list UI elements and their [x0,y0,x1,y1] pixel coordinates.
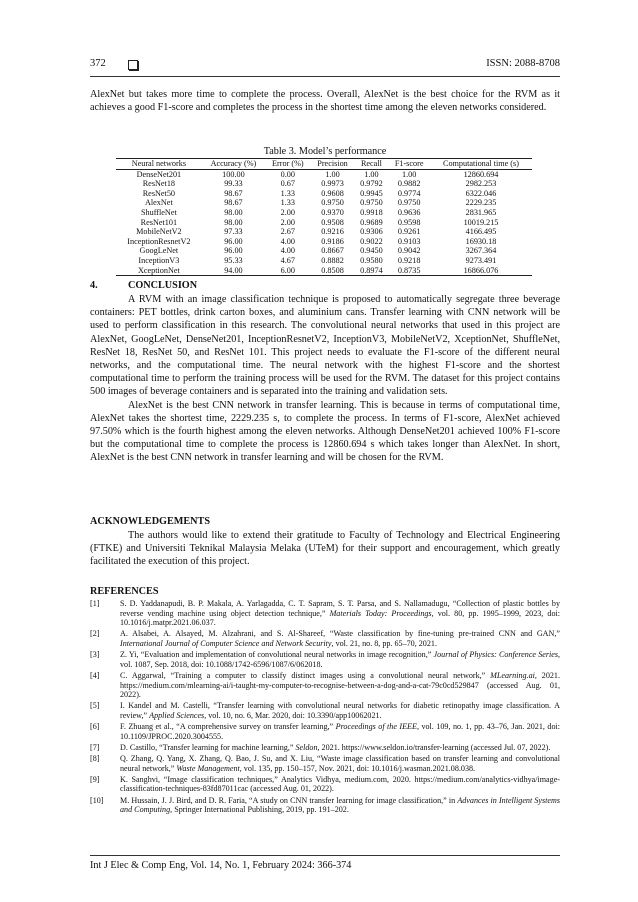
metric-cell: 99.33 [224,179,243,189]
metric-cell: 2229.235 [465,198,497,208]
column-header: Error (%) [265,159,310,170]
metric-cell: 16930.18 [465,236,497,246]
metric-cell: 0.9022 [360,236,383,246]
column-header: Precision [311,159,355,170]
metric-cell: 0.9042 [397,246,421,256]
network-name-cell: InceptionV3 [138,255,180,265]
metric-cell: 0.9261 [397,227,421,237]
intro-text: AlexNet but takes more time to complete the process. Overall, AlexNet is the best choice for the RVM as it achieves a good F1-score and completes the process in the shortest time among the eleven networks considered. [90,89,560,114]
metric-cell: 4.67 [280,255,295,265]
reference-venue: Waste Management [176,763,240,773]
table-row [116,169,532,179]
reference-text: M. Hussain, J. J. Bird, and D. R. Faria, “A study on CNN transfer learning for image classification,” in [120,795,458,805]
acknowledgements-body [90,529,560,569]
reference-text: I. Kandel and M. Castelli, “Transfer learning with convolutional neural networks for diabetic retinopathy image classification. A review,” [120,701,560,720]
column-header: Accuracy (%) [202,159,265,170]
reference-details: , vol. 135, pp. 150–157, Nov. 2021, doi: 10.1016/j.wasman.2021.08.038. [239,763,476,773]
metric-cell: 0.9882 [397,179,421,189]
metric-cell: 0.8974 [355,266,389,276]
metric-cell: 0.9750 [360,198,383,208]
reference-venue: Applied Sciences [149,710,205,720]
page-header [90,58,560,74]
reference-item [90,671,560,700]
metric-cell: 98.00 [224,207,243,217]
reference-number: [4] [90,670,100,680]
metric-cell: 2982.253 [465,179,497,189]
reference-item [90,796,560,815]
metric-cell: 0.9792 [360,179,383,189]
reference-number: [3] [90,650,100,660]
table-caption: Table 3. Model’s performance [263,146,387,157]
reference-list [90,599,560,816]
intro-paragraph [90,88,560,114]
metric-cell: 0.9103 [397,236,421,246]
metric-cell: 0.9750 [321,198,344,208]
metric-cell: 0.9945 [360,188,383,198]
reference-number: [1] [90,599,100,608]
column-header: Neural networks [116,159,202,170]
network-name-cell: InceptionResnetV2 [127,236,191,246]
reference-item [90,629,560,648]
reference-text: C. Aggarwal, “Training a computer to classify distinct images using a convolutional neural network,” [120,670,491,680]
metric-cell: 1.33 [280,188,295,198]
network-name-cell: AlexNet [144,198,173,208]
issn-label: ISSN: 2088-8708 [486,58,560,69]
reference-venue: Advances in Intelligent Systems and Computing [120,795,560,815]
metric-cell: 0.8508 [311,266,355,276]
page-number: 372 [90,58,106,69]
metric-cell: 0.9508 [321,217,344,227]
metric-cell: 0.00 [280,169,295,179]
metric-cell: 98.67 [224,188,243,198]
reference-text: S. D. Yaddanapudi, B. P. Makala, A. Yarlagadda, C. T. Sapram, S. T. Parsa, and S. Nallamadugu, “Collection of plastic bottles by reverse vending machine using object detection technique,” [120,599,560,618]
metric-cell: 1.00 [401,169,417,179]
table-row [116,189,532,199]
conclusion-body [90,293,560,465]
acknowledgements-heading: ACKNOWLEDGEMENTS [90,516,211,527]
metric-cell: 0.9750 [397,198,421,208]
metric-cell: 0.9186 [321,236,344,246]
footer-rule [90,855,560,856]
reference-number: [5] [90,701,100,711]
reference-venue: Materials Today: Proceedings [329,608,432,618]
reference-number: [10] [90,795,104,805]
reference-item [90,722,560,741]
metric-cell: 12860.694 [463,169,499,179]
network-name-cell: ResNet50 [142,188,176,198]
metric-cell: 2.67 [280,227,295,237]
reference-venue: Journal of Physics: Conference Series [433,650,558,660]
reference-number: [7] [90,742,100,752]
metric-cell: 0.9580 [360,255,383,265]
metric-cell: 16866.076 [430,266,532,276]
reference-venue: Proceedings of the IEEE [335,722,417,732]
metric-cell: 94.00 [202,266,265,276]
metric-cell: 0.9973 [321,179,344,189]
reference-text: Q. Zhang, Q. Yang, X. Zhang, Q. Bao, J. Su, and X. Liu, “Waste image classification based on transfer learning and convolutional neural network,” [120,754,560,773]
reference-details: , Springer International Publishing, 2019, pp. 191–202. [170,805,349,815]
network-name-cell: ResNet18 [142,179,176,189]
metric-cell: 0.9450 [360,246,383,256]
reference-details: , 2021. https://medium.com/mlearning-ai/i-taught-my-computer-to-recognise-between-a-dog-and-a-cat-79c0cd529847 (accessed Aug. 01, 2022). [120,670,560,700]
metric-cell: 100.00 [222,169,245,179]
reference-item [90,650,560,669]
reference-item [90,599,560,628]
metric-cell: 9273.491 [465,255,497,265]
section-title: CONCLUSION [128,280,198,291]
network-name-cell: MobileNetV2 [136,227,182,237]
metric-cell: 3267.364 [465,246,497,256]
metric-cell: 4166.495 [465,227,497,237]
reference-number: [9] [90,774,100,784]
table-row [116,246,532,256]
references-heading: REFERENCES [90,586,159,597]
reference-details: , vol. 109, no. 1, pp. 43–76, Jan. 2021, doi: 10.1109/JPROC.2020.3004555. [120,722,560,741]
metric-cell: 0.9918 [360,207,383,217]
reference-number: [6] [90,722,100,732]
table-row [116,237,532,247]
reference-details: , 2021. https://www.seldon.io/transfer-learning (accessed Jul. 07, 2022). [317,742,551,752]
metric-cell: 98.67 [224,198,243,208]
metric-cell: 0.9306 [360,227,383,237]
column-header: Recall [355,159,389,170]
metric-cell: 0.9608 [321,188,344,198]
table-row [116,256,532,266]
reference-item [90,754,560,773]
network-name-cell: GoogLeNet [139,246,179,256]
metric-cell: 0.9636 [397,207,421,217]
metric-cell: 95.33 [224,255,243,265]
footer-citation: Int J Elec & Comp Eng, Vol. 14, No. 1, February 2024: 366-374 [90,860,352,871]
metric-cell: 0.8735 [388,266,430,276]
reference-details: , vol. 21, no. 8, pp. 65–70, 2021. [331,638,437,648]
reference-details: , vol. 80, pp. 1995–1999, 2023, doi: 10.1016/j.matpr.2021.06.037. [120,608,561,628]
reference-item [90,775,560,794]
table-body [116,169,532,276]
metric-cell: 6322.046 [465,188,497,198]
reference-item [90,743,560,753]
table-row [116,218,532,228]
reference-details: , vol. 1087, Sep. 2018, doi: 10.1088/1742-6596/1087/6/062018. [120,650,561,669]
reference-text: A. Alsabei, A. Alsayed, M. Alzahrani, and S. Al-Shareef, “Waste classification by fine-tuning pre-trained CNN and GAN,” [120,629,560,639]
reference-text: D. Castillo, “Transfer learning for machine learning,” [120,742,296,752]
reference-venue: Seldon [295,742,318,752]
table-row [116,198,532,208]
metric-cell: 4.00 [280,246,295,256]
reference-number: [2] [90,629,100,639]
reference-text: Z. Yi, “Evaluation and implementation of convolutional neural networks in image recognition,” [120,650,434,660]
metric-cell: 0.9370 [321,207,344,217]
metric-cell: 97.33 [224,227,243,237]
metric-cell: 96.00 [224,246,243,256]
model-performance-table [116,158,532,276]
network-name-cell: ShuffleNet [140,207,177,217]
metric-cell: 10019.215 [463,217,499,227]
metric-cell: 6.00 [265,266,310,276]
metric-cell: 2.00 [280,217,295,227]
metric-cell: 1.00 [325,169,340,179]
acknowledgements-text: The authors would like to extend their gratitude to Faculty of Technology and Electrical Engineering (FTKE) and Universiti Teknikal Malaysia Melaka (UTeM) for their support and encouragement, which greatly facilitated the execution of this project. [90,530,560,568]
metric-cell: 0.67 [280,179,295,189]
checkbox-square-icon [128,60,138,70]
column-header: Computational time (s) [430,159,532,170]
table-row [116,208,532,218]
network-name-cell: ResNet101 [140,217,178,227]
network-name-cell: XceptionNet [116,266,202,276]
network-name-cell: DenseNet201 [136,169,182,179]
table-header-row [116,159,532,170]
reference-number: [8] [90,754,100,764]
metric-cell: 4.00 [280,236,295,246]
conclusion-paragraph: AlexNet is the best CNN network in transfer learning. This is because in terms of computational time, AlexNet takes the shortest time, 2229.235 s, to complete the process. In terms of F1-score, AlexNet achieved 97.50% which is the fourth highest among the eleven networks. Although DenseNet201 achieved 100% F1-score but the computational time to complete the process is 12860.694 s which takes longer than AlexNet. In short, AlexNet is the best CNN network in transfer learning and will be chosen for the RVM. [90,399,560,464]
conclusion-paragraph: A RVM with an image classification technique is proposed to automatically segregate three beverage containers: PET bottles, drink carton boxes, and aluminium cans. Transfer learning with CNN network will be used to perform classification in this research. The convolutional neural networks that used in this project are AlexNet, GoogLeNet, DenseNet201, InceptionResnetV2, InceptionV3, MobileNetV2, XceptionNet, ShuffleNet, ResNet 18, ResNet 50, and ResNet 101. This project needs to evaluate the F1-score of the different neural networks, and the computational time. The neural network with the highest F1-score and the shortest computational time to perform the training process will be used for the RVM. The dataset for this project contains 500 images of beverage containers and is separated into the training and validation sets. [90,294,560,398]
metric-cell: 0.9598 [397,217,421,227]
metric-cell: 0.9774 [397,188,421,198]
conclusion-heading [90,280,197,291]
metric-cell: 1.33 [280,198,295,208]
metric-cell: 0.9216 [321,227,344,237]
section-number: 4. [90,280,98,291]
table-row [116,227,532,237]
metric-cell: 0.8882 [321,255,344,265]
metric-cell: 96.00 [224,236,243,246]
metric-cell: 2831.965 [465,207,497,217]
column-header: F1-score [388,159,430,170]
metric-cell: 98.00 [224,217,243,227]
header-rule [90,76,560,77]
metric-cell: 2.00 [280,207,295,217]
reference-item [90,701,560,720]
metric-cell: 0.9218 [397,255,421,265]
metric-cell: 0.8667 [321,246,344,256]
metric-cell: 0.9689 [360,217,383,227]
reference-text: K. Sanghvi, “Image classification techniques,” Analytics Vidhya, medium.com, 2020. https://medium.com/analytics-vidhya/image-classification-techniques-83fd87011cac (accessed Aug. 01, 2022). [120,774,560,794]
reference-venue: International Journal of Computer Science and Network Security [120,638,332,648]
reference-text: F. Zhuang et al., “A comprehensive survey on transfer learning,” [120,722,336,732]
table-row [116,179,532,189]
reference-details: , vol. 10, no. 6, Mar. 2020, doi: 10.3390/app10062021. [204,710,382,720]
reference-venue: MLearning.ai [490,670,535,680]
table-row [116,266,532,276]
metric-cell: 1.00 [364,169,379,179]
